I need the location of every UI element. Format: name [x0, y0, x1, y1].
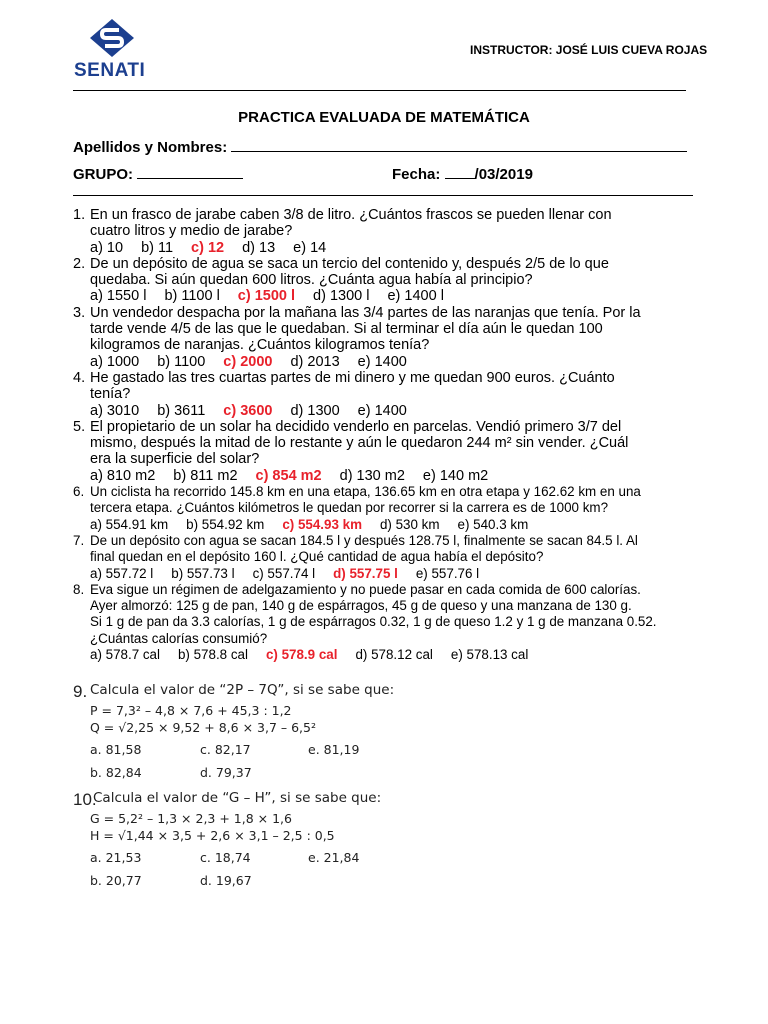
question-text-line: quedaba. Si aún quedan 600 litros. ¿Cuánta agua había al principio?	[90, 272, 533, 289]
answer-option: a) 10	[90, 239, 124, 256]
question-text-line: He gastado las tres cuartas partes de mi dinero y me quedan 900 euros. ¿Cuánto	[90, 369, 615, 386]
answer-option-correct: c) 3600	[223, 402, 273, 419]
answer-option: e) 1400	[357, 402, 407, 419]
answer-options	[90, 468, 703, 484]
answer-option: a) 3010	[90, 402, 140, 419]
answer-option: d) 13	[242, 239, 276, 256]
answer-option: d) 1300 l	[313, 288, 370, 305]
answer-option: d) 530 km	[379, 516, 440, 532]
question-number: 6.	[73, 484, 85, 500]
question-1	[73, 207, 703, 256]
question-text-line: tercera etapa. ¿Cuántos kilómetros le quedan por recorrer si la carrera es de 1000 km?	[90, 500, 609, 516]
answer-option: e) 1400	[357, 353, 407, 370]
option: e. 81,19	[308, 742, 360, 757]
question-text-line: De un depósito con agua se sacan 184.5 l y después 128.75 l, finalmente se sacan 84.5 l. Al	[90, 532, 638, 548]
question-text-line: final quedan en el depósito 160 l. ¿Qué cantidad de agua había el depósito?	[90, 549, 544, 565]
answer-option: b) 578.8 cal	[177, 647, 248, 663]
answer-option: a) 578.7 cal	[90, 647, 160, 663]
name-label: Apellidos y Nombres:	[73, 139, 228, 156]
senati-logo	[74, 18, 158, 82]
answer-option-correct: c) 1500 l	[237, 288, 296, 305]
answer-options	[90, 354, 703, 370]
form-divider	[73, 195, 693, 196]
answer-option: e) 140 m2	[422, 467, 489, 484]
question-prompt: Calcula el valor de “G – H”, si se sabe que:	[93, 790, 382, 806]
answer-option-correct: c) 12	[191, 239, 225, 256]
date-value: /03/2019	[474, 166, 533, 183]
question-text-line: Eva sigue un régimen de adelgazamiento y no puede pasar en cada comida de 600 calorías.	[90, 581, 641, 597]
answer-option: a) 1550 l	[90, 288, 147, 305]
name-blank	[231, 137, 687, 152]
question-body	[90, 370, 703, 419]
senati-emblem-icon	[88, 18, 136, 58]
option: a. 21,53	[90, 850, 142, 865]
formula-q: Q = √2,25 × 9,52 + 8,6 × 3,7 – 6,5²	[90, 720, 316, 735]
answer-option: b) 3611	[157, 402, 206, 419]
answer-options	[90, 647, 703, 663]
formula-h: H = √1,44 × 3,5 + 2,6 × 3,1 – 2,5 : 0,5	[90, 828, 335, 843]
question-text-line: El propietario de un solar ha decidido venderlo en parcelas. Vendió primero 3/7 del	[90, 418, 622, 435]
answer-options	[90, 240, 703, 256]
question-7	[73, 533, 703, 582]
question-2	[73, 256, 703, 305]
question-number: 8.	[73, 581, 85, 597]
answer-option: e) 14	[293, 239, 327, 256]
question-9	[73, 682, 693, 786]
question-number: 7.	[73, 532, 85, 548]
option: c. 82,17	[200, 742, 251, 757]
question-text-line: De un depósito de agua se saca un tercio del contenido y, después 2/5 de lo que	[90, 255, 609, 272]
question-text-line: kilogramos de naranjas. ¿Cuántos kilogramos tenía?	[90, 337, 430, 354]
question-text-line: tenía?	[90, 386, 131, 403]
question-number: 10.	[73, 790, 97, 809]
question-number: 9.	[73, 682, 88, 701]
answer-options	[90, 403, 703, 419]
formula-g: G = 5,2² – 1,3 × 2,3 + 1,8 × 1,6	[90, 811, 292, 826]
answer-option: b) 1100	[157, 353, 206, 370]
option: e. 21,84	[308, 850, 360, 865]
answer-option: a) 810 m2	[90, 467, 156, 484]
question-text-line: era la superficie del solar?	[90, 451, 260, 468]
answer-option-correct: c) 854 m2	[255, 467, 322, 484]
answer-option: b) 811 m2	[173, 467, 238, 484]
answer-option: a) 554.91 km	[90, 516, 169, 532]
question-number: 5.	[73, 418, 86, 435]
date-label: Fecha:	[392, 166, 441, 183]
option: b. 82,84	[90, 765, 142, 780]
question-4	[73, 370, 703, 419]
answer-option: b) 11	[141, 239, 174, 256]
answer-option: d) 130 m2	[339, 467, 405, 484]
question-8	[73, 582, 703, 663]
answer-option: c) 557.74 l	[252, 565, 316, 581]
question-number: 1.	[73, 207, 86, 223]
question-list	[73, 207, 703, 663]
answer-options	[90, 288, 703, 304]
question-text-line: Un ciclista ha recorrido 145.8 km en una etapa, 136.65 km en otra etapa y 162.62 km en una	[90, 484, 641, 500]
answer-option: a) 1000	[90, 353, 140, 370]
question-text-line: cuatro litros y medio de jarabe?	[90, 223, 293, 240]
answer-option: d) 2013	[290, 353, 340, 370]
group-field	[73, 164, 243, 183]
question-number: 3.	[73, 304, 86, 321]
date-field	[392, 164, 533, 183]
answer-option-correct: c) 578.9 cal	[265, 647, 338, 663]
answer-option: b) 554.92 km	[186, 516, 265, 532]
question-body	[90, 582, 703, 663]
question-text-line: En un frasco de jarabe caben 3/8 de litro. ¿Cuántos frascos se pueden llenar con	[90, 207, 612, 223]
header-divider	[73, 90, 686, 91]
question-number: 2.	[73, 255, 86, 272]
name-field	[73, 137, 687, 156]
question-body	[90, 533, 703, 582]
answer-option: e) 557.76 l	[415, 565, 480, 581]
question-10	[73, 790, 693, 894]
question-text-line: Ayer almorzó: 125 g de pan, 140 g de espárragos, 45 g de queso y una manzana de 130 g.	[90, 598, 632, 614]
option: a. 81,58	[90, 742, 142, 757]
question-text-line: ¿Cuántas calorías consumió?	[90, 630, 268, 646]
question-number: 4.	[73, 369, 86, 386]
formula-p: P = 7,3² – 4,8 × 7,6 + 45,3 : 1,2	[90, 703, 292, 718]
instructor-name: INSTRUCTOR: JOSÉ LUIS CUEVA ROJAS	[470, 43, 708, 57]
answer-option-correct: c) 554.93 km	[282, 516, 362, 532]
option: d. 19,67	[200, 873, 252, 888]
answer-option: a) 557.72 l	[90, 565, 154, 581]
question-3	[73, 305, 703, 370]
question-9-options	[90, 742, 693, 786]
answer-option: b) 1100 l	[164, 288, 220, 305]
group-blank	[137, 164, 243, 179]
option: d. 79,37	[200, 765, 252, 780]
answer-option: d) 578.12 cal	[355, 647, 433, 663]
answer-option: e) 578.13 cal	[450, 647, 529, 663]
answer-options	[90, 566, 703, 582]
question-body	[90, 207, 703, 256]
question-body	[90, 419, 703, 484]
question-5	[73, 419, 703, 484]
logo-text: SENATI	[74, 60, 146, 81]
question-text-line: Si 1 g de pan da 3.3 calorías, 1 g de espárragos 0.32, 1 g de queso 1.2 y 1 g de manzana 0.52.	[90, 614, 657, 630]
question-10-options	[90, 850, 693, 894]
group-label: GRUPO:	[73, 166, 133, 183]
question-body	[90, 305, 703, 370]
question-text-line: mismo, después la mitad de lo restante y aún le quedaron 244 m² sin vender. ¿Cuál	[90, 435, 629, 452]
question-prompt: Calcula el valor de “2P – 7Q”, si se sabe que:	[90, 682, 395, 698]
answer-option: d) 1300	[290, 402, 340, 419]
answer-option: e) 1400 l	[387, 288, 444, 305]
question-body	[90, 256, 703, 305]
answer-option-correct: d) 557.75 l	[333, 565, 398, 581]
option: b. 20,77	[90, 873, 142, 888]
answer-option-correct: c) 2000	[223, 353, 273, 370]
question-6	[73, 484, 703, 533]
question-body	[90, 484, 703, 533]
answer-option: b) 557.73 l	[171, 565, 235, 581]
question-text-line: Un vendedor despacha por la mañana las 3/4 partes de las naranjas que tenía. Por la	[90, 304, 641, 321]
option: c. 18,74	[200, 850, 251, 865]
answer-option: e) 540.3 km	[457, 516, 529, 532]
page-title: PRACTICA EVALUADA DE MATEMÁTICA	[238, 109, 530, 126]
date-blank	[445, 164, 475, 179]
answer-options	[90, 517, 703, 533]
question-text-line: tarde vende 4/5 de las que le quedaban. Si al terminar el día aún le quedan 100	[90, 321, 603, 338]
